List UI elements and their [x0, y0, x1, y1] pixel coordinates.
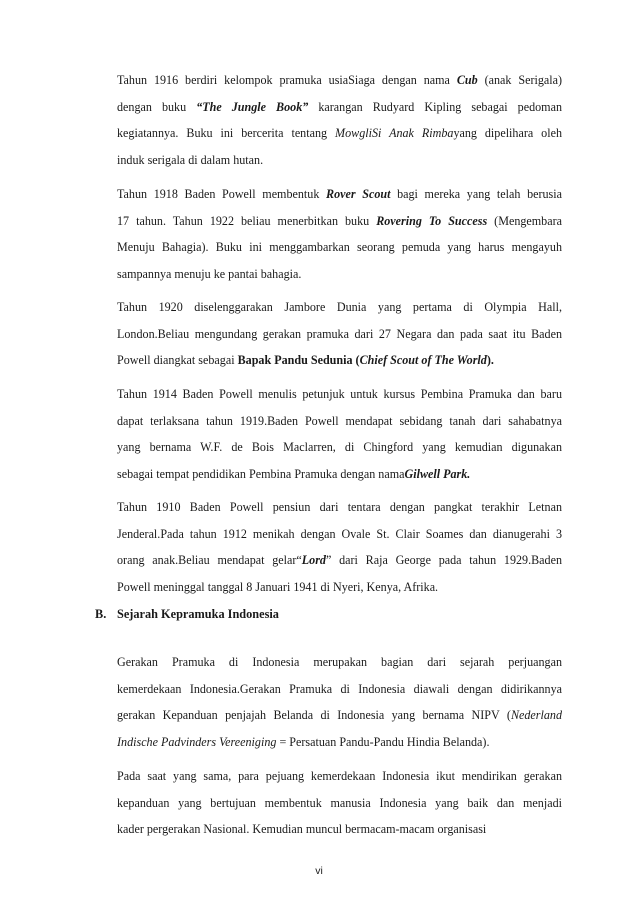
text-run: Tahun 1918 Baden Powell membentuk	[117, 187, 327, 201]
text-run: Tahun 1914 Baden Powell menulis petunjuk untuk kursus Pembina Pramuka dan baru	[117, 387, 562, 401]
text-line	[117, 321, 562, 348]
text-run: Gerakan Pramuka di Indonesia merupakan bagian dari sejarah perjuangan	[117, 655, 562, 669]
text-run: Menuju Bahagia). Buku ini menggambarkan seorang pemuda yang harus mengayuh	[117, 240, 562, 254]
text-line	[117, 347, 562, 374]
text-line	[117, 816, 562, 843]
emphasis-text: MowgliSi Anak Rimba	[335, 126, 454, 140]
text-run: dapat terlaksana tahun 1919.Baden Powell mendapat sebidang tanah dari sahabatnya	[117, 413, 562, 428]
text-line	[117, 208, 562, 235]
emphasis-text: Chief Scout of The World	[359, 353, 487, 367]
text-run: karangan Rudyard Kipling sebagai pedoman	[308, 99, 562, 114]
text-line	[117, 147, 562, 174]
text-run: orang anak.Beliau mendapat gelar“	[117, 553, 302, 567]
emphasis-text: Bapak Pandu Sedunia (	[237, 353, 360, 367]
paragraph-pembina-1914	[117, 381, 562, 487]
text-line	[117, 729, 562, 756]
emphasis-text: Rover Scout	[326, 187, 391, 201]
text-run: Tahun 1920 diselenggarakan Jambore Dunia yang pertama di Olympia Hall,	[117, 300, 562, 314]
text-line	[117, 120, 562, 147]
emphasis-text: Nederland	[510, 708, 562, 722]
emphasis-text: ).	[486, 353, 494, 367]
text-run: kepanduan yang bertujuan membentuk manusia Indonesia yang baik dan menjadi	[117, 795, 562, 810]
paragraph-gerakan-pramuka-indonesia	[117, 649, 562, 755]
text-line	[117, 261, 562, 288]
text-line	[117, 434, 562, 461]
text-line	[117, 408, 562, 435]
text-run: kemerdekaan Indonesia.Gerakan Pramuka di Indonesia diawali dengan didirikannya	[117, 681, 562, 696]
text-line	[117, 676, 562, 703]
text-line	[117, 234, 562, 261]
paragraph-cub-1916	[117, 67, 562, 173]
section-heading	[95, 607, 279, 622]
text-line	[117, 94, 562, 121]
text-line	[117, 494, 562, 521]
text-line	[117, 181, 562, 208]
text-run: = Persatuan Pandu-Pandu Hindia Belanda).	[276, 734, 490, 749]
text-run: Tahun 1910 Baden Powell pensiun dari tentara dengan pangkat terakhir Letnan	[117, 500, 562, 514]
text-run: kegiatannya. Buku ini bercerita tentang	[117, 126, 335, 140]
emphasis-text: Gilwell Park.	[404, 466, 471, 481]
text-run: Jenderal.Pada tahun 1912 menikah dengan Ovale St. Clair Soames dan dianugerahi 3	[117, 526, 562, 541]
text-line	[117, 294, 562, 321]
text-line	[117, 649, 562, 676]
text-run: ” dari Raja George pada tahun 1929.Baden	[325, 553, 563, 567]
paragraph-jambore-1920	[117, 294, 562, 374]
text-run: Tahun 1916 berdiri kelompok pramuka usiaSiaga dengan nama	[117, 73, 457, 87]
page-number: vi	[315, 865, 323, 877]
emphasis-text: Rovering To Success	[376, 213, 488, 228]
paragraph-pensiun-1910	[117, 494, 562, 600]
text-line	[117, 461, 562, 488]
text-run: 17 tahun. Tahun 1922 beliau menerbitkan buku	[117, 213, 377, 228]
text-line	[117, 67, 562, 94]
text-line	[117, 574, 562, 601]
text-run: gerakan Kepanduan penjajah Belanda di Indonesia yang bernama NIPV (	[117, 708, 511, 722]
text-line	[117, 702, 562, 729]
text-run: sampannya menuju ke pantai bahagia.	[117, 266, 302, 281]
emphasis-text: Indische Padvinders Vereeniging	[117, 734, 277, 749]
paragraph-pejuang-kemerdekaan	[117, 763, 562, 843]
text-run: Powell meninggal tanggal 8 Januari 1941 di Nyeri, Kenya, Afrika.	[117, 579, 439, 594]
emphasis-text: Lord	[301, 553, 326, 567]
section-title: Sejarah Kepramuka Indonesia	[117, 607, 279, 621]
text-line	[117, 521, 562, 548]
text-run: Powell diangkat sebagai	[117, 353, 238, 367]
emphasis-text: Cub	[456, 73, 478, 87]
text-run: yang dipelihara oleh	[453, 126, 562, 140]
text-run: Pada saat yang sama, para pejuang kemerdekaan Indonesia ikut mendirikan gerakan	[117, 769, 562, 783]
text-line	[117, 381, 562, 408]
text-line	[117, 547, 562, 574]
text-run: induk serigala di dalam hutan.	[117, 152, 264, 167]
section-letter: B.	[95, 607, 107, 621]
text-run: bagi mereka yang telah berusia	[390, 187, 562, 201]
paragraph-rover-scout-1918	[117, 181, 562, 287]
text-run: yang bernama W.F. de Bois Maclarren, di Chingford yang kemudian digunakan	[117, 440, 562, 454]
text-run: sebagai tempat pendidikan Pembina Pramuka dengan nama	[117, 466, 405, 481]
text-run: kader pergerakan Nasional. Kemudian muncul bermacam-macam organisasi	[117, 822, 487, 836]
text-run: (Mengembara	[487, 213, 562, 228]
text-line	[117, 790, 562, 817]
text-line	[117, 763, 562, 790]
text-run: dengan buku	[117, 99, 197, 114]
text-run: London.Beliau mengundang gerakan pramuka dari 27 Negara dan pada saat itu Baden	[117, 326, 562, 341]
emphasis-text: “The Jungle Book”	[196, 99, 309, 114]
text-run: (anak Serigala)	[477, 73, 562, 87]
